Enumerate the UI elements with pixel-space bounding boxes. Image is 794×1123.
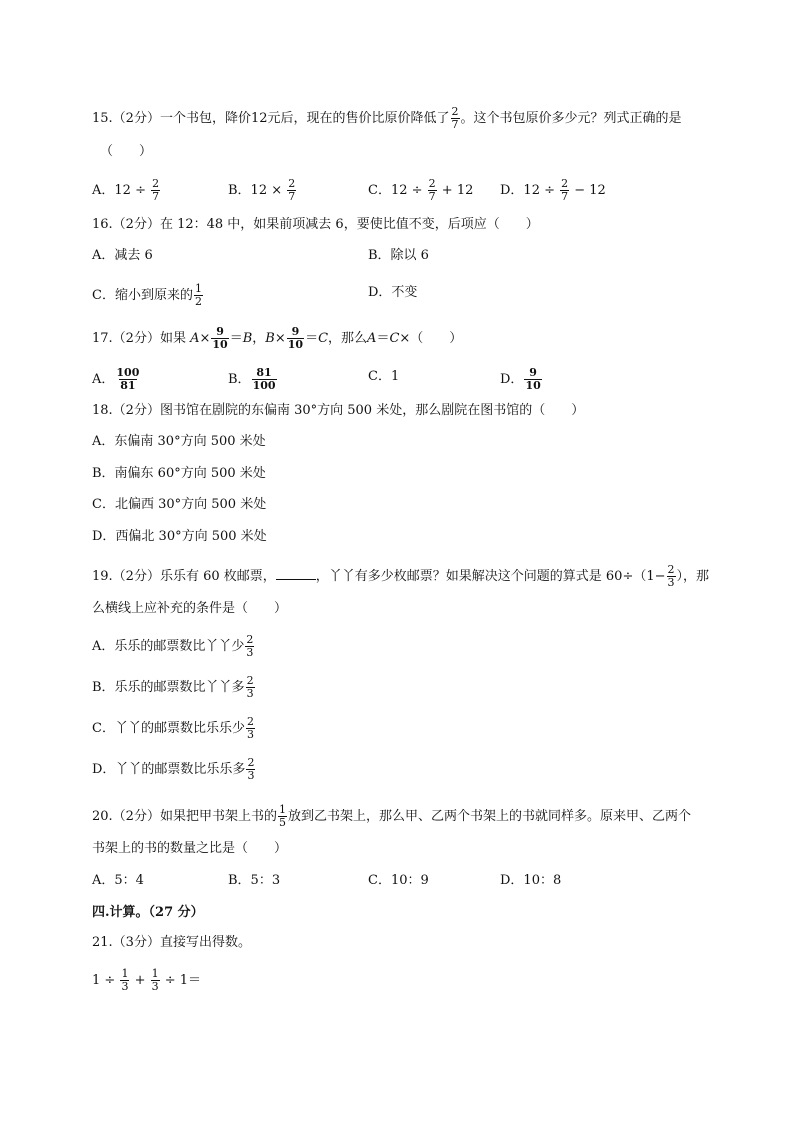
q17-prefix: 17.（2分）如果 (92, 331, 191, 346)
q18-option-b[interactable]: B．南偏东 60°方向 500 米处 (92, 466, 266, 481)
q17-option-b[interactable] (228, 367, 278, 392)
q18-option-a[interactable]: A．东偏南 30°方向 500 米处 (92, 434, 266, 449)
frac-denominator: 7 (288, 190, 296, 203)
q20-option-b[interactable]: B．5：3 (228, 873, 281, 888)
var-c: C (318, 331, 329, 346)
q19-option-a[interactable] (92, 634, 255, 659)
frac-numerator: 2 (152, 177, 160, 190)
var-b: B (242, 331, 253, 346)
frac-denominator: 100 (252, 379, 276, 392)
option-fraction (428, 178, 437, 203)
frac-denominator: 10 (525, 379, 541, 392)
q20-stem-a: 20.（2分）如果把甲书架上书的 (92, 809, 277, 824)
frac-denominator: 3 (247, 769, 255, 782)
option-fraction (246, 757, 255, 782)
expr-fraction-2 (151, 968, 160, 993)
section-heading: 四.计算。（27 分） (92, 905, 204, 920)
equals-sign: ＝ (305, 331, 319, 346)
plus-sign: + (130, 973, 150, 988)
frac-denominator: 3 (121, 980, 129, 993)
expr-fraction-1 (120, 968, 129, 993)
q15-fraction (451, 106, 460, 131)
q19-stem-a: 19.（2分）乐乐有 60 枚邮票， (92, 569, 276, 584)
frac-numerator: 9 (216, 325, 224, 338)
q21-expression (92, 968, 201, 993)
q20-stem (92, 804, 691, 829)
q15-paren: （ ） (100, 144, 153, 159)
option-label: C．丫丫的邮票数比乐乐少 (92, 721, 245, 736)
q19-stem-b: ，丫丫有多少枚邮票？如果解决这个问题的算式是 60÷（1− (315, 569, 666, 584)
expr-part: 1 ÷ (92, 973, 120, 988)
option-label: A． (92, 372, 115, 387)
frac-numerator: 100 (116, 366, 140, 379)
frac-denominator: 5 (278, 816, 286, 829)
option-fraction (151, 178, 160, 203)
q19-stem (92, 564, 709, 589)
frac-denominator: 10 (287, 338, 304, 351)
var-a: A (190, 331, 200, 346)
option-fraction (115, 367, 140, 392)
option-fraction (246, 675, 255, 700)
q18-option-d[interactable]: D．西偏北 30°方向 500 米处 (92, 529, 267, 544)
option-fraction (245, 634, 254, 659)
q20-stem-b: 放到乙书架上，那么甲、乙两个书架上的书就同样多。原来甲、乙两个 (287, 809, 691, 824)
q15-option-c[interactable] (368, 178, 473, 203)
frac-numerator: 2 (561, 177, 569, 190)
equals-sign: ＝ (229, 331, 243, 346)
frac-numerator: 2 (667, 563, 675, 576)
q19-option-c[interactable] (92, 716, 256, 741)
q20-stem-line2: 书架上的书的数量之比是（ ） (92, 841, 288, 856)
q18-stem: 18.（2分）图书馆在剧院的东偏南 30°方向 500 米处，那么剧院在图书馆的（ ） (92, 403, 585, 418)
q15-option-b[interactable] (228, 178, 297, 203)
q16-option-a[interactable]: A．减去 6 (92, 248, 153, 263)
frac-numerator: 2 (247, 756, 255, 769)
option-fraction (252, 367, 277, 392)
q21-stem: 21.（3分）直接写出得数。 (92, 935, 251, 950)
q20-option-c[interactable]: C．10：9 (368, 873, 429, 888)
frac-denominator: 3 (246, 646, 254, 659)
var-a: A (367, 331, 377, 346)
option-label: C．12 ÷ (368, 183, 427, 198)
frac-numerator: 2 (246, 715, 254, 728)
option-fraction (194, 283, 203, 308)
frac-numerator: 9 (291, 325, 300, 338)
frac-denominator: 2 (194, 295, 202, 308)
frac-numerator: 1 (194, 282, 202, 295)
q15-option-a[interactable] (92, 178, 161, 203)
frac-numerator: 2 (428, 177, 436, 190)
equals-sign: ＝ (376, 331, 390, 346)
option-label: B．12 × (228, 183, 287, 198)
option-fraction (287, 178, 296, 203)
option-label: D．丫丫的邮票数比乐乐多 (92, 762, 246, 777)
frac-numerator: 9 (529, 366, 537, 379)
q15-option-d[interactable] (500, 178, 606, 203)
q16-stem: 16.（2分）在 12：48 中，如果前项减去 6，要使比值不变，后项应（ ） (92, 217, 539, 232)
q19-option-b[interactable] (92, 675, 256, 700)
option-label: C．缩小到原来的 (92, 288, 193, 303)
q18-option-c[interactable]: C．北偏西 30°方向 500 米处 (92, 497, 267, 512)
q17-option-d[interactable] (500, 367, 543, 392)
q20-fraction (278, 804, 287, 829)
q17-tail: ，那么 (328, 331, 368, 346)
frac-denominator: 7 (428, 190, 436, 203)
q16-option-d[interactable]: D．不变 (368, 285, 418, 300)
option-label: A．乐乐的邮票数比丫丫少 (92, 639, 245, 654)
frac-denominator: 81 (120, 379, 136, 392)
var-c: C (389, 331, 400, 346)
q17-option-c[interactable]: C．1 (368, 369, 400, 384)
q15-stem (92, 106, 682, 131)
frac-denominator: 7 (152, 190, 160, 203)
q15-stem-a: 15.（2分）一个书包，降价12元后，现在的售价比原价降低了 (92, 111, 450, 126)
frac-numerator: 2 (246, 633, 254, 646)
var-b: B (265, 331, 275, 346)
q19-stem-line2: 么横线上应补充的条件是（ ） (92, 601, 288, 616)
frac-numerator: 2 (246, 674, 254, 687)
q16-option-c[interactable] (92, 283, 204, 308)
option-label: B．乐乐的邮票数比丫丫多 (92, 680, 245, 695)
frac-denominator: 3 (246, 687, 254, 700)
frac-denominator: 10 (212, 338, 228, 351)
frac-numerator: 2 (451, 105, 459, 118)
frac-denominator: 7 (451, 118, 459, 131)
frac-numerator: 2 (288, 177, 296, 190)
option-label: D．12 ÷ (500, 183, 560, 198)
option-fraction (524, 367, 541, 392)
expr-part: ÷ 1＝ (160, 973, 202, 988)
q17-option-a[interactable] (92, 367, 141, 392)
times-sign: × (274, 331, 286, 346)
q20-option-a[interactable]: A．5：4 (92, 873, 144, 888)
frac-numerator: 1 (121, 967, 129, 980)
frac-numerator: 81 (256, 366, 272, 379)
frac-denominator: 3 (151, 980, 159, 993)
q19-option-d[interactable] (92, 757, 256, 782)
option-fraction (560, 178, 569, 203)
frac-numerator: 1 (151, 967, 159, 980)
q17-fraction-2 (287, 326, 304, 351)
frac-denominator: 3 (246, 728, 254, 741)
q17-stem (92, 326, 462, 351)
option-tail: − 12 (570, 183, 606, 198)
option-tail: + 12 (437, 183, 474, 198)
q20-option-d[interactable]: D．10：8 (500, 873, 562, 888)
q15-stem-b: 。这个书包原价多少元？列式正确的是 (460, 111, 682, 126)
option-fraction (246, 716, 255, 741)
frac-numerator: 1 (278, 803, 286, 816)
frac-denominator: 7 (561, 190, 569, 203)
q16-option-b[interactable]: B．除以 6 (368, 248, 429, 263)
option-label: D． (500, 372, 524, 387)
fill-in-blank[interactable] (276, 565, 316, 580)
comma: ， (252, 331, 266, 346)
times-sign: × (199, 331, 211, 346)
q19-fraction (667, 564, 676, 589)
q17-fraction-1 (211, 326, 228, 351)
option-label: A．12 ÷ (92, 183, 151, 198)
q17-tail-2: ×（ ） (399, 331, 463, 346)
frac-denominator: 3 (667, 576, 675, 589)
option-label: B． (228, 372, 251, 387)
q19-stem-c: ），那 (676, 569, 710, 584)
